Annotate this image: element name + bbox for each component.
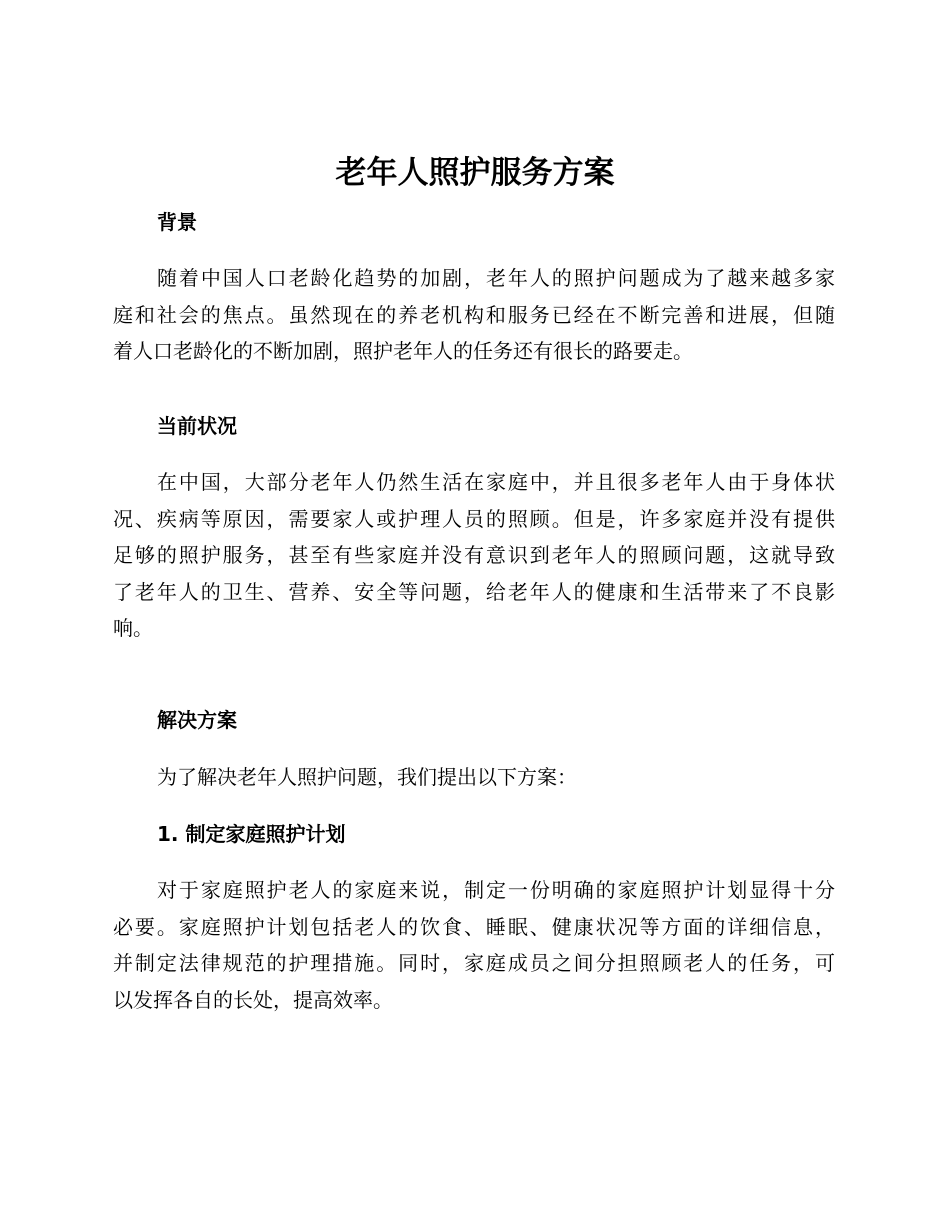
paragraph-solution — [113, 759, 835, 796]
paragraph-line: 以发挥各自的长处，提高效率。 — [113, 987, 393, 1012]
paragraph-line: 着人口老龄化的不断加剧，照护老年人的任务还有很长的路要走。 — [113, 339, 693, 363]
paragraph-line: 了老年人的卫生、营养、安全等问题，给老年人的健康和生活带来了不良影 — [113, 579, 835, 604]
paragraph-line: 在中国，大部分老年人仍然生活在家庭中，并且很多老年人由于身体状 — [157, 470, 835, 494]
paragraph-line: 足够的照护服务，甚至有些家庭并没有意识到老年人的照顾问题，这就导致 — [113, 543, 835, 567]
paragraph-line: 为了解决老年人照护问题，我们提出以下方案： — [157, 765, 577, 789]
section-heading-background: 背景 — [157, 210, 197, 234]
paragraph-line: 响。 — [113, 616, 153, 640]
section-heading-family-care-plan: 1. 制定家庭照护计划 — [157, 822, 346, 846]
paragraph-line: 并制定法律规范的护理措施。同时，家庭成员之间分担照顾老人的任务，可 — [113, 951, 835, 975]
section-heading-current-status: 当前状况 — [157, 414, 237, 438]
paragraph-line: 随着中国人口老龄化趋势的加剧，老年人的照护问题成为了越来越多家 — [157, 266, 835, 290]
section-heading-solution: 解决方案 — [157, 708, 237, 732]
paragraph-family-care-plan — [113, 872, 835, 1018]
document-title: 老年人照护服务方案 — [335, 155, 615, 191]
paragraph-current-status — [113, 464, 835, 647]
paragraph-line: 必要。家庭照护计划包括老人的饮食、睡眠、健康状况等方面的详细信息， — [113, 914, 835, 939]
paragraph-line: 对于家庭照护老人的家庭来说，制定一份明确的家庭照护计划显得十分 — [157, 878, 835, 902]
paragraph-line: 庭和社会的焦点。虽然现在的养老机构和服务已经在不断完善和进展，但随 — [113, 302, 835, 327]
paragraph-background — [113, 260, 835, 370]
paragraph-line: 况、疾病等原因，需要家人或护理人员的照顾。但是，许多家庭并没有提供 — [113, 506, 835, 531]
